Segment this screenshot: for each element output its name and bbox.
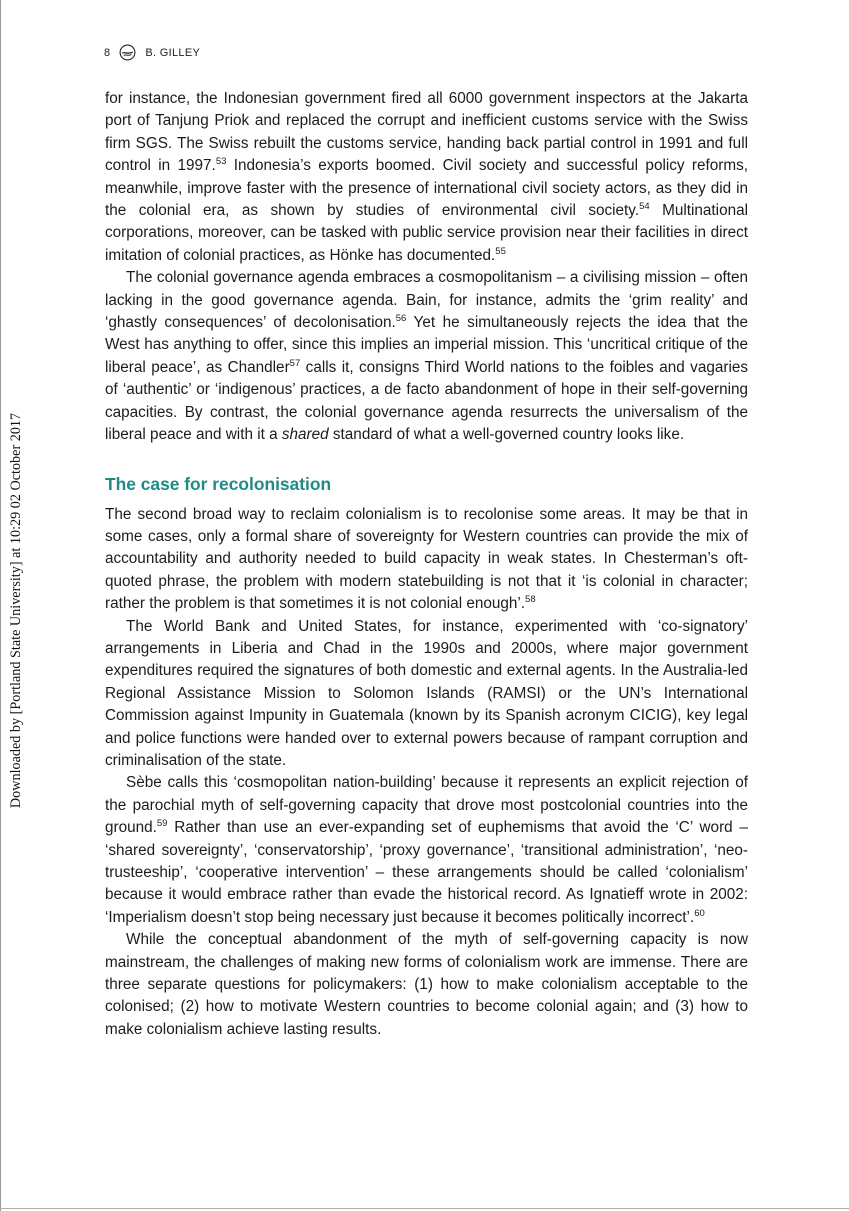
download-watermark: Downloaded by [Portland State University] at 10:29 02 October 2017 — [8, 412, 25, 808]
article-body — [105, 88, 748, 1041]
publisher-logo-icon — [119, 44, 136, 61]
footnote-ref[interactable]: 59 — [156, 818, 168, 830]
page-bottom-edge — [0, 1208, 849, 1209]
paragraph: for instance, the Indonesian government fired all 6000 government inspectors at the Jakarta port of Tanjung Priok and replaced the corrupt and inefficient customs service with the Swiss firm SGS. The Swiss rebuilt the customs service, handing back partial control in 1991 and full control in 1997.53 Indonesia’s exports boomed. Civil society and successful policy reforms, meanwhile, improve faster with the presence of international civil society actors, as they did in the colonial era, as shown by studies of environmental civil society.$^{54}$ Multinational corporations, moreover, can be tasked with public service provision near their facilities in direct imitation of colonial practices, as Hönke has documented.$^{55}$ — [105, 90, 748, 264]
running-header — [104, 44, 200, 61]
section-heading: The case for recolonisation — [105, 473, 332, 494]
footnote-ref[interactable]: 53 — [215, 156, 227, 168]
running-author: B. GILLEY — [145, 46, 201, 59]
paragraph: The World Bank and United States, for instance, experimented with ‘co-signatory’ arrangements in Liberia and Chad in the 1990s and 2000s, where major government expenditures required the signatures of both domestic and external agents. In the Australia-led Regional Assistance Mission to Solomon Islands (RAMSI) or the UN’s International Commission against Impunity in Guatemala (known by its Spanish acronym CICIG), key legal and police functions were handed over to external powers because of rampant corruption and criminalisation of the state. — [105, 617, 748, 769]
footnote-ref[interactable]: 54 — [639, 200, 650, 212]
footnote-ref[interactable]: 57 — [289, 357, 301, 369]
paragraph: Sèbe calls this ‘cosmopolitan nation-building’ because it represents an explicit rejection of the parochial myth of self-governing capacity that drove most postcolonial countries into the ground.$^{59}$ Rather than use an ever-expanding set of euphemisms that avoid the ‘C’ word – ‘shared sovereignty’, ‘conservatorship’, ‘proxy governance’, ‘transitional administration’, ‘neo-trusteeship’, ‘cooperative intervention’ – these arrangements should be called ‘colonialism’ because it would embrace rather than evade the historical record. As Ignatieff wrote in 2002: ‘Imperialism doesn’t stop being necessary just because it becomes politically incorrect’.$^{60}$ — [105, 774, 748, 926]
footnote-ref[interactable]: 55 — [495, 245, 506, 257]
footnote-ref[interactable]: 58 — [525, 593, 536, 605]
paragraph: While the conceptual abandonment of the myth of self-governing capacity is now mainstream, the challenges of making new forms of colonialism work are immense. There are three separate questions for policymakers: (1) how to make colonialism acceptable to the colonised; (2) how to motivate Western countries to become colonial again; and (3) how to make colonialism achieve lasting results. — [105, 931, 748, 1038]
page-left-edge — [0, 0, 1, 1211]
paragraph: The second broad way to reclaim colonialism is to recolonise some areas. It may be that in some cases, only a formal share of sovereignty for Western countries can provide the mix of accountability and authority needed to build capacity in weak states. In Chesterman’s oft-quoted phrase, the problem with modern statebuilding is not that it ‘is colonial in character; rather the problem is that sometimes it is not colonial enough’.$^{58}$ — [105, 505, 748, 613]
page-number: 8 — [104, 46, 111, 59]
footnote-ref[interactable]: 60 — [694, 907, 705, 919]
emphasis: shared — [281, 426, 329, 444]
paragraph: The colonial governance agenda embraces a cosmopolitanism – a civilising mission – often lacking in the good governance agenda. Bain, for instance, admits the ‘grim reality’ and ‘ghastly consequences’ of decolonisation.$^{56}$ Yet he simultaneously rejects the idea that the West has anything to offer, since this implies an imperial mission. This ‘uncritical critique of the liberal peace’, as Chandler$^{57}$ calls it, consigns Third World nations to the foibles and vagaries of ‘authentic’ or ‘indigenous’ practices, a de facto abandonment of hope in their self-governing capacities. By contrast, the colonial governance agenda resurrects the universalism of the liberal peace and with it a shared standard of what a well-governed country looks like. — [105, 269, 749, 444]
footnote-ref[interactable]: 56 — [395, 312, 407, 324]
